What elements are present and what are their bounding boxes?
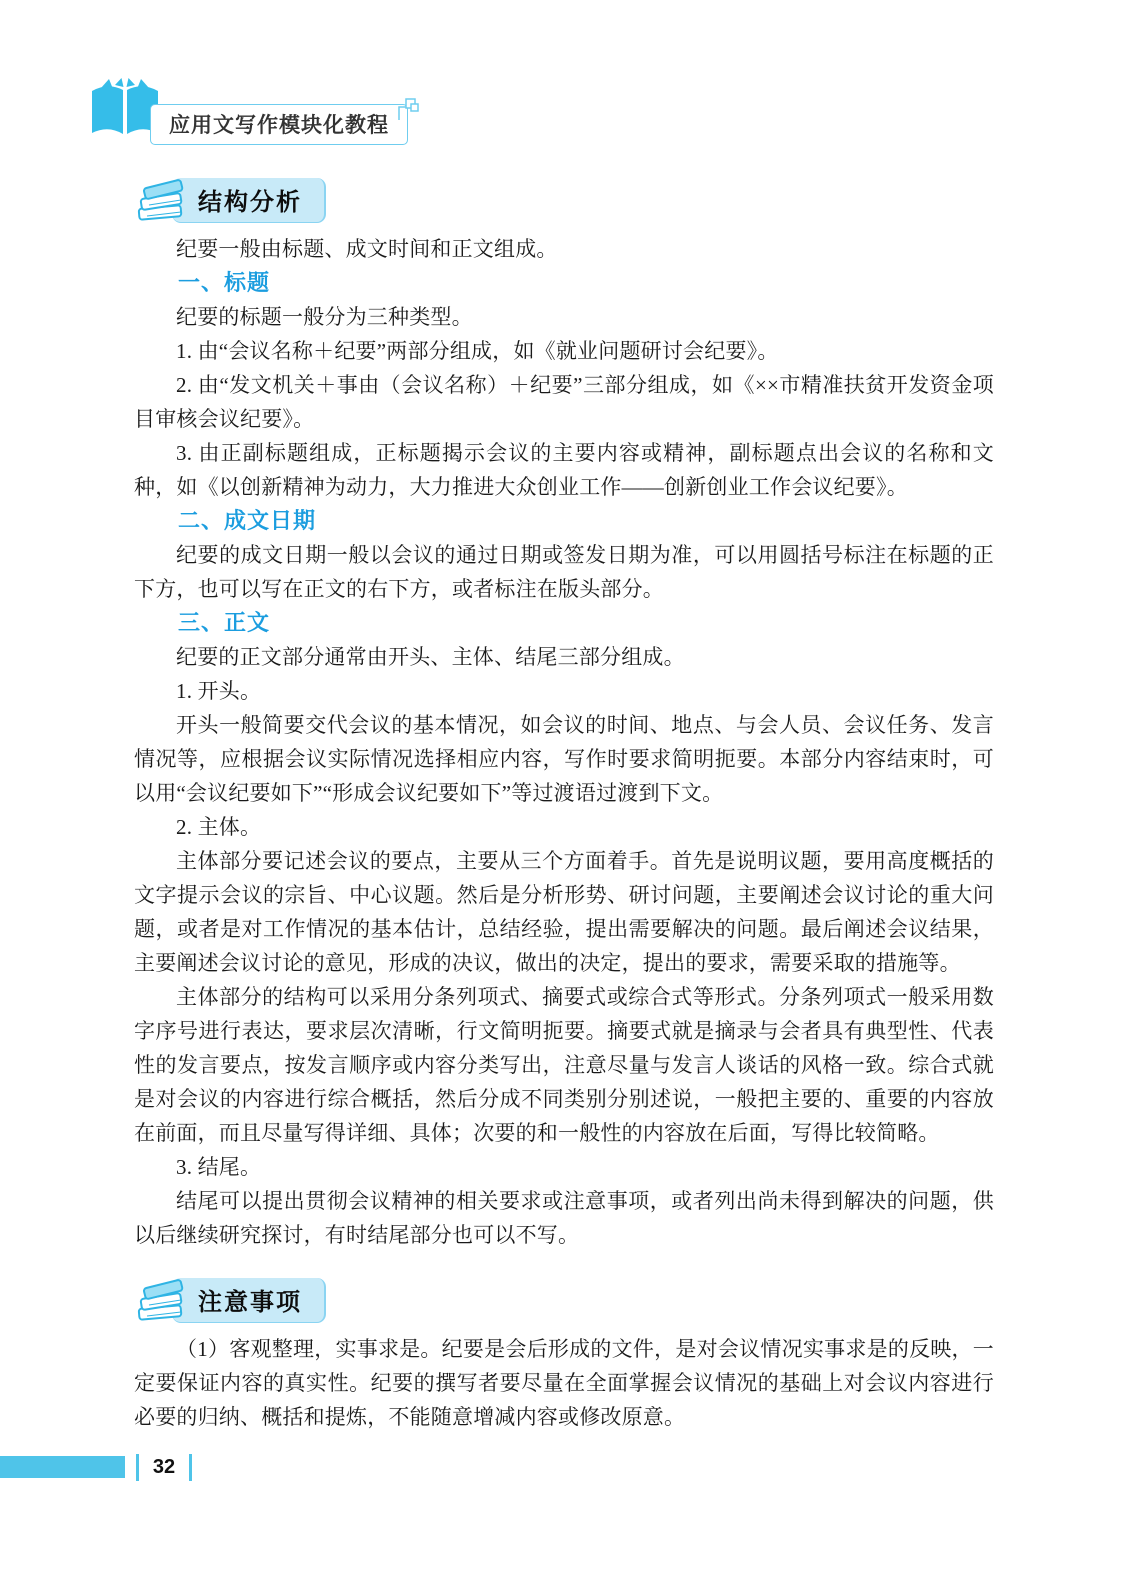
- paragraph: 主体部分要记述会议的要点，主要从三个方面着手。首先是说明议题，要用高度概括的文字提示会议的宗旨、中心议题。然后是分析形势、研讨问题，主要阐述会议讨论的重大问题，或者是对工作情况的基本估计，总结经验，提出需要解决的问题。最后阐述会议结果，主要阐述会议讨论的意见，形成的决议，做出的决定，提出的要求，需要采取的措施等。: [134, 849, 994, 975]
- paragraph: 纪要一般由标题、成文时间和正文组成。: [176, 237, 558, 261]
- subsection-heading: 二、成文日期: [178, 508, 317, 533]
- numbered-item: 3. 由正副标题组成，正标题揭示会议的主要内容或精神，副标题点出会议的名称和文种，如《以创新精神为动力，大力推进大众创业工作——创新创业工作会议纪要》。: [134, 441, 994, 499]
- subsection-heading: 三、正文: [178, 610, 271, 635]
- books-stack-icon: [134, 1276, 188, 1324]
- paragraph: 纪要的正文部分通常由开头、主体、结尾三部分组成。: [176, 645, 685, 669]
- paragraph: 纪要的标题一般分为三种类型。: [176, 305, 473, 329]
- document-section: [134, 178, 994, 1252]
- numbered-item: 3. 结尾。: [176, 1155, 262, 1179]
- footer-accent-bar: [0, 1456, 125, 1478]
- paragraph: （1）客观整理，实事求是。纪要是会后形成的文件，是对会议情况实事求是的反映，一定要保证内容的真实性。纪要的撰写者要尽量在全面掌握会议情况的基础上对会议内容进行必要的归纳、概括和提炼，不能随意增减内容或修改原意。: [134, 1337, 994, 1429]
- page-number: 32: [152, 1455, 176, 1478]
- numbered-item: 2. 由“发文机关＋事由（会议名称）＋纪要”三部分组成，如《××市精准扶贫开发资金项目审核会议纪要》。: [134, 373, 994, 431]
- paragraph: 开头一般简要交代会议的基本情况，如会议的时间、地点、与会人员、会议任务、发言情况等，应根据会议实际情况选择相应内容，写作时要求简明扼要。本部分内容结束时，可以用“会议纪要如下”“形成会议纪要如下”等过渡语过渡到下文。: [134, 713, 994, 805]
- page-content: [134, 178, 994, 1434]
- book-title: 应用文写作模块化教程: [169, 114, 389, 137]
- section-badge-label: 结构分析: [172, 178, 326, 223]
- section-badge: [134, 1278, 994, 1322]
- section-blocks: [134, 232, 994, 1252]
- page-footer: [0, 1453, 192, 1481]
- book-title-box: [150, 104, 408, 145]
- page-header: [88, 76, 508, 146]
- subsection-heading: 一、标题: [178, 270, 271, 295]
- document-section: [134, 1278, 994, 1434]
- footer-divider-right: [189, 1454, 192, 1481]
- numbered-item: 1. 由“会议名称＋纪要”两部分组成，如《就业问题研讨会纪要》。: [176, 339, 779, 363]
- paragraph: 主体部分的结构可以采用分条列项式、摘要式或综合式等形式。分条列项式一般采用数字序号进行表达，要求层次清晰，行文简明扼要。摘要式就是摘录与会者具有典型性、代表性的发言要点，按发言顺序或内容分类写出，注意尽量与发言人谈话的风格一致。综合式就是对会议的内容进行综合概括，然后分成不同类别分别述说，一般把主要的、重要的内容放在前面，而且尽量写得详细、具体；次要的和一般性的内容放在后面，写得比较简略。: [134, 985, 994, 1145]
- footer-divider-left: [136, 1454, 139, 1481]
- section-badge: [134, 178, 994, 222]
- paragraph: 结尾可以提出贯彻会议精神的相关要求或注意事项，或者列出尚未得到解决的问题，供以后继续研究探讨，有时结尾部分也可以不写。: [134, 1189, 994, 1247]
- section-badge-label: 注意事项: [172, 1278, 326, 1323]
- books-stack-icon: [134, 176, 188, 224]
- corner-decoration-icon: [397, 94, 425, 122]
- section-blocks: [134, 1332, 994, 1434]
- numbered-item: 2. 主体。: [176, 815, 262, 839]
- paragraph: 纪要的成文日期一般以会议的通过日期或签发日期为准，可以用圆括号标注在标题的正下方，也可以写在正文的右下方，或者标注在版头部分。: [134, 543, 994, 601]
- numbered-item: 1. 开头。: [176, 679, 262, 703]
